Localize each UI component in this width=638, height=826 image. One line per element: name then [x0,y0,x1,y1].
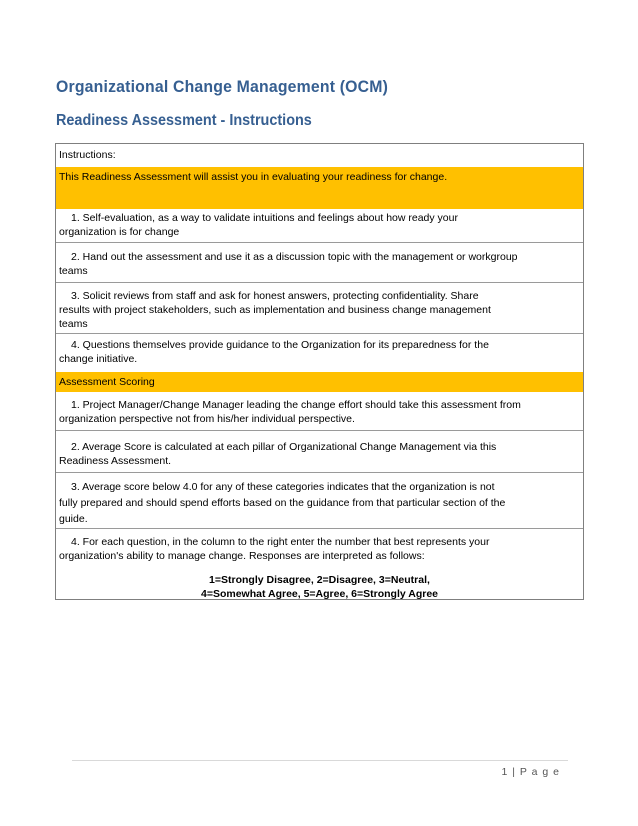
instruction-item-2 [56,250,583,278]
instruction-item-1 [56,211,583,239]
divider [56,528,583,529]
scale-line-1: 1=Strongly Disagree, 2=Disagree, 3=Neutral, [209,574,430,586]
page-number: 1 [501,766,509,778]
scoring-item-4-line1: 4. For each question, in the column to the right enter the number that best represents your [71,536,490,548]
instructions-box [55,143,584,600]
page-footer [502,766,561,778]
divider [56,333,583,334]
scoring-item-3-line3: guide. [59,513,88,525]
instruction-item-2-line1: 2. Hand out the assessment and use it as a discussion topic with the management or workgroup [71,251,518,263]
instruction-item-1-line1: 1. Self-evaluation, as a way to validate intuitions and feelings about how ready your [71,212,458,224]
divider [56,472,583,473]
instructions-label: Instructions: [59,149,116,161]
scoring-item-1 [56,398,583,426]
instruction-item-1-line2: organization is for change [59,226,180,238]
scoring-label-text: Assessment Scoring [59,376,155,388]
instruction-item-4-line2: change initiative. [59,353,138,365]
document-title: Organizational Change Management (OCM) [56,77,389,96]
instruction-item-3-line3: teams [59,318,88,330]
scoring-item-4-line2: organization's ability to manage change. Responses are interpreted as follows: [59,550,425,562]
instruction-item-2-line2: teams [59,265,88,277]
document-subtitle: Readiness Assessment - Instructions [56,112,312,129]
page-label: | P a g e [512,766,560,778]
scoring-item-2 [56,440,583,468]
scoring-item-1-line1: 1. Project Manager/Change Manager leading the change effort should take this assessment from [71,399,521,411]
divider [56,430,583,431]
scale-line-2: 4=Somewhat Agree, 5=Agree, 6=Strongly Agree [200,588,439,600]
instruction-item-3-line2: results with project stakeholders, such as implementation and business change management [59,304,491,316]
divider [56,282,583,283]
instruction-item-4 [56,338,583,366]
scoring-item-1-line2: organization perspective not from his/her individual perspective. [59,413,355,425]
instruction-item-3 [56,289,583,331]
scoring-label [56,372,583,392]
scoring-item-4 [56,535,583,563]
instructions-intro-text: This Readiness Assessment will assist you in evaluating your readiness for change. [59,171,448,183]
scoring-item-2-line2: Readiness Assessment. [59,455,172,467]
divider [56,242,583,243]
scoring-item-3 [56,479,583,527]
scoring-item-3-line1: 3. Average score below 4.0 for any of these categories indicates that the organization is not [71,481,495,493]
scoring-item-3-line2: fully prepared and should spend efforts based on the guidance from that particular section of the [59,497,506,509]
footer-divider [72,760,568,761]
instruction-item-3-line1: 3. Solicit reviews from staff and ask for honest answers, protecting confidentiality. Share [71,290,479,302]
instructions-intro [56,167,583,209]
scoring-item-2-line1: 2. Average Score is calculated at each pillar of Organizational Change Management via this [71,441,497,453]
instruction-item-4-line1: 4. Questions themselves provide guidance to the Organization for its preparedness for the [71,339,489,351]
